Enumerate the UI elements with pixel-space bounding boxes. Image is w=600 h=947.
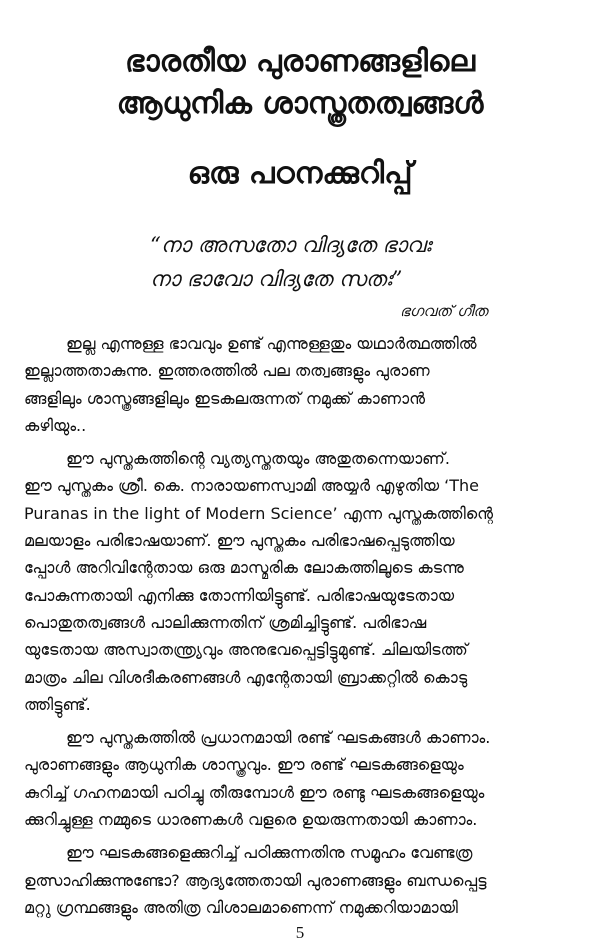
paragraph-line: Puranas in the light of Modern Science’ എന്ന പുസ്തകത്തിന്റെ — [24, 503, 494, 523]
body-text — [24, 330, 576, 927]
paragraph-line: പ്പോൾ അറിവിന്റേതായ ഒരു മാസ്മരിക ലോകത്തിലൂടെ കടന്നു — [24, 558, 464, 578]
paragraph-line: മലയാളം പരിഭാഷയാണ്. ഈ പുസ്തകം പരിഭാഷപ്പെടുത്തിയ — [24, 531, 455, 551]
paragraph-line: ഇല്ലാത്തതാകുന്നു. ഇത്തരത്തിൽ പല തത്വങ്ങളും പുരാണ — [24, 361, 430, 381]
paragraph — [24, 839, 576, 921]
page-number: 5 — [295, 923, 305, 942]
paragraph-line: കുറിച്ച് ഗഹനമായി പഠിച്ചു തീരുമ്പോൾ ഈ രണ്ടു ഘടകങ്ങളെയും — [24, 782, 485, 802]
paragraph — [24, 445, 576, 718]
verse-line-1: “നാ അസതോ വിദ്യതേ ഭാവഃ — [150, 233, 431, 257]
paragraph-line: ഈ പുസ്തകം ശ്രീ. കെ. നാരായണസ്വാമി അയ്യർ എഴുതിയ ‘The — [24, 476, 480, 496]
paragraph-line: ങ്ങളിലും ശാസ്ത്രങ്ങളിലും ഇടകലരുന്നത് നമുക്ക് കാണാൻ — [24, 388, 425, 408]
paragraph-line: പോകുന്നതായി എനിക്കു തോന്നിയിട്ടുണ്ട്. പരിഭാഷയുടേതായ — [24, 585, 455, 605]
verse-source: ഭഗവത് ഗീത — [400, 302, 488, 320]
paragraph-line: ത്തിട്ടുണ്ട്. — [24, 694, 91, 714]
title-line-1: ഭാരതീയ പുരാണങ്ങളിലെ — [125, 44, 475, 79]
paragraph-line: യുടേതായ അസ്വാതന്ത്ര്യവും അനുഭവപ്പെട്ടിട്ടുമുണ്ട്. ചിലയിടത്ത് — [24, 640, 468, 660]
paragraph-line: ക്കുറിച്ചുള്ള നമ്മുടെ ധാരണകൾ വളരെ ഉയരുന്നതായി കാണാം. — [24, 810, 478, 830]
paragraph-line: ഇല്ല എന്നുള്ള ഭാവവും ഉണ്ട് എന്നുള്ളതും യഥാർത്ഥത്തിൽ — [66, 334, 477, 353]
paragraph-line: മറ്റു ഗ്രന്ഥങ്ങളും അതിത്ര വിശാലമാണെന്ന് നമുക്കറിയാമായി — [24, 897, 458, 917]
paragraph-line: ഉത്സാഹിക്കുന്നുണ്ടോ? ആദ്യത്തേതായി പുരാണങ്ങളും ബന്ധപ്പെട്ട — [24, 870, 487, 890]
title-line-2: ആധുനിക ശാസ്ത്രതത്വങ്ങൾ — [116, 86, 484, 121]
paragraph-line: ഈ പുസ്തകത്തിന്റെ വ്യത്യസ്തതയും അതുതന്നെയാണ്. — [66, 449, 450, 469]
paragraph-line: ഈ ഘടകങ്ങളെക്കുറിച്ച് പഠിക്കുന്നതിനു സമൂഹം വേണ്ടത്ര — [66, 843, 473, 863]
verse-line-2: നാ ഭാവോ വിദ്യതേ സതഃ” — [150, 267, 403, 291]
subtitle: ഒരു പഠനക്കുറിപ്പ് — [187, 156, 413, 191]
paragraph-line: ഈ പുസ്തകത്തിൽ പ്രധാനമായി രണ്ട് ഘടകങ്ങൾ കാണാം. — [66, 728, 491, 748]
paragraph-line: മാത്രം ചില വിശദീകരണങ്ങൾ എന്റേതായി ബ്രാക്കറ്റിൽ കൊടു — [24, 667, 468, 687]
paragraph — [24, 330, 576, 439]
paragraph-line: പുരാണങ്ങളും ആധുനിക ശാസ്ത്രവും. ഈ രണ്ട് ഘടകങ്ങളെയും — [24, 755, 464, 775]
paragraph-line: കഴിയും.. — [24, 415, 87, 435]
paragraph — [24, 724, 576, 833]
paragraph-line: പൊതുതത്വങ്ങൾ പാലിക്കുന്നതിന് ശ്രമിച്ചിട്ടുണ്ട്. പരിഭാഷ — [24, 612, 427, 632]
